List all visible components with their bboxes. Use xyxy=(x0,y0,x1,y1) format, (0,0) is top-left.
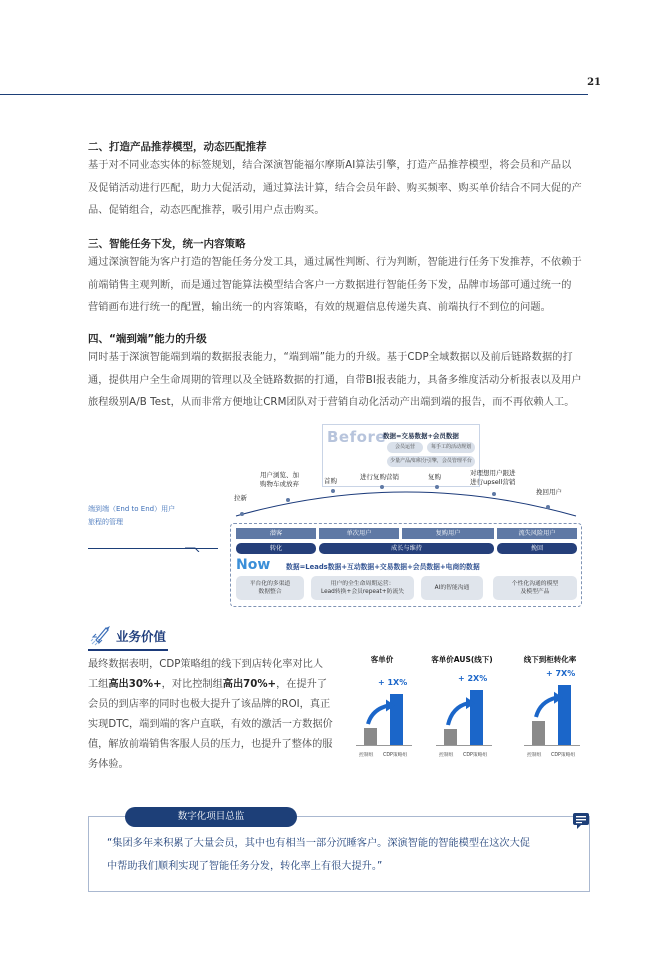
category-bar: 流失风险用户 xyxy=(497,528,577,539)
chart-x-label: CDP策略组 xyxy=(383,753,408,758)
bv-text: ，对比控制组 xyxy=(161,679,223,690)
results-charts xyxy=(350,654,595,764)
category-bar: 潜客 xyxy=(236,528,316,539)
stage-dot xyxy=(240,512,244,516)
body-line: 旅程级别A/B Test，从而非常方便地让CRM团队对于营销自动化活动产出端到端的报告，而不再依赖人工。 xyxy=(88,397,575,408)
chart-growth-label: + 2X% xyxy=(458,673,488,683)
chart-x-label: 控制组 xyxy=(527,753,542,758)
before-equation: 数据=交易数据+会员数据 xyxy=(383,432,459,440)
section-body-product-model xyxy=(88,155,590,223)
diagram-side-caption xyxy=(88,503,208,529)
now-panel xyxy=(230,523,582,607)
business-value-paragraph xyxy=(88,655,333,775)
growth-arrow-icon xyxy=(534,685,574,725)
side-caption-pointer xyxy=(185,540,201,552)
chart-growth-label: + 1X% xyxy=(378,677,408,687)
now-chip: 平台化的多渠道 数据整合 xyxy=(236,576,304,600)
stage-label: 挽回用户 xyxy=(536,488,562,496)
body-line: 通过深演智能为客户打造的智能任务分发工具，通过属性判断、行为判断，智能进行任务下发推荐，不依赖于 xyxy=(88,257,582,268)
now-chip: AI的智能沟通 xyxy=(421,576,483,600)
stage-dot xyxy=(380,485,384,489)
chart-baseline xyxy=(436,745,492,746)
before-chip: 会员运营 xyxy=(387,442,423,453)
stage-label: 拉新 xyxy=(234,494,247,502)
category-bar: 单次用户 xyxy=(319,528,399,539)
body-line: 营销画布进行统一的配置，输出统一的内容策略，有效的规避信息传递失真、前端执行不到位的问题。 xyxy=(88,302,551,313)
now-label: Now xyxy=(236,557,271,573)
chart-title: 线下到柜转化率 xyxy=(523,655,577,664)
stage-dot xyxy=(286,498,290,502)
rocket-icon xyxy=(90,624,112,646)
stage-label: 对理想用户跟进 进行upsell营销 xyxy=(470,469,516,486)
now-chip: 用户的全生命周期运营： Lead转换+会员repeat+防流失 xyxy=(311,576,414,600)
bv-highlight: 高出30%+ xyxy=(108,679,162,690)
stage-label: 用户浏览、加 购物车或放弃 xyxy=(260,471,299,488)
before-chip: 每手工的活动规划 xyxy=(427,442,475,453)
growth-arrow-icon xyxy=(446,693,486,733)
chart-growth-label: + 7X% xyxy=(546,669,576,679)
bv-highlight: 高出70%+ xyxy=(222,679,277,690)
page-number: 21 xyxy=(587,77,601,88)
section-body-task-dispatch xyxy=(88,252,590,320)
side-caption-line: 旅程的管理 xyxy=(88,518,123,526)
section-body-end-to-end xyxy=(88,347,590,415)
now-chip: 个性化沟通的模型 及模型产品 xyxy=(493,576,577,600)
chart-x-label: CDP策略组 xyxy=(463,753,488,758)
chart-title: 客单价AUS(线下) xyxy=(431,655,493,664)
phase-pill: 转化 xyxy=(236,543,316,554)
body-line: 品、促销组合，动态匹配推荐，吸引用户点击购买。 xyxy=(88,205,325,216)
quote-line: 中帮助我们顺利实现了智能任务分发，转化率上有很大提升。” xyxy=(107,860,383,872)
business-value-rule xyxy=(88,649,168,651)
body-line: 同时基于深演智能端到端的数据报表能力，“端到端”能力的升级。基于CDP全域数据以及前后链路数据的打 xyxy=(88,352,573,363)
quote-text xyxy=(107,833,583,878)
stage-dot xyxy=(331,489,335,493)
chart-x-label: 控制组 xyxy=(439,753,454,758)
stage-label: 进行复购营销 xyxy=(360,473,399,481)
speech-bubble-icon xyxy=(572,812,590,830)
body-line: 基于对不同业态实体的标签规划，结合深演智能福尔摩斯AI算法引擎，打造产品推荐模型，将会员和产品以 xyxy=(88,160,572,171)
bv-text: ，在提升了会员的到店率的同时也极大提升了该品牌的ROI，真正实现DTC，端到端的客户直联，有效的激活一方数据价值，解放前端销售客服人员的压力，也提升了整体的服务体验。 xyxy=(88,679,333,770)
header-rule xyxy=(0,94,588,95)
stage-dot xyxy=(492,492,496,496)
section-title-product-model: 二、打造产品推荐模型，动态匹配推荐 xyxy=(88,141,267,153)
chart-baseline xyxy=(524,745,580,746)
quote-speaker-tab: 数字化项目总监 xyxy=(125,807,297,827)
stage-dot xyxy=(435,485,439,489)
now-equation: 数据=Leads数据+互动数据+交易数据+会员数据+电商的数据 xyxy=(286,563,480,571)
chart-baseline xyxy=(356,745,412,746)
chart-title: 客单价 xyxy=(370,655,394,664)
phase-pill: 成长与维持 xyxy=(319,543,494,554)
category-bar: 复购用户 xyxy=(402,528,494,539)
body-line: 及促销活动进行匹配，助力大促活动，通过算法计算，结合会员年龄、购买频率、购买单价结合不同大促的产 xyxy=(88,182,582,194)
stage-label: 首购 xyxy=(324,477,337,485)
chart-x-label: CDP策略组 xyxy=(551,753,576,758)
section-title-end-to-end: 四、“端到端”能力的升级 xyxy=(88,333,207,345)
body-line: 通，提供用户全生命周期的管理以及全链路数据的打通，自带BI报表能力，具备多维度活动分析报表以及用户 xyxy=(88,374,582,386)
stage-dot xyxy=(546,505,550,509)
journey-diagram xyxy=(230,424,582,607)
side-caption-line: 端到端（End to End）用户 xyxy=(88,505,176,513)
before-chip: 少量产品/如积分引擎，会员管理平台 xyxy=(387,456,475,467)
business-value-title: 业务价值 xyxy=(116,629,167,644)
bv-text: 最终数据表明，CDP策略组的线下到店转化率对比人工组 xyxy=(88,659,324,690)
section-title-task-dispatch: 三、智能任务下发，统一内容策略 xyxy=(88,238,246,250)
phase-pill: 挽回 xyxy=(497,543,577,554)
stage-label: 复购 xyxy=(428,473,441,481)
chart-x-label: 控制组 xyxy=(359,753,374,758)
body-line: 前端销售主观判断，而是通过智能算法模型结合客户一方数据进行智能任务下发，品牌市场部可通过统一的 xyxy=(88,279,572,291)
growth-arrow-icon xyxy=(366,692,406,732)
before-label: Before xyxy=(327,428,387,446)
quote-line: “集团多年来积累了大量会员，其中也有相当一部分沉睡客户。深演智能的智能模型在这次大促 xyxy=(107,838,530,849)
